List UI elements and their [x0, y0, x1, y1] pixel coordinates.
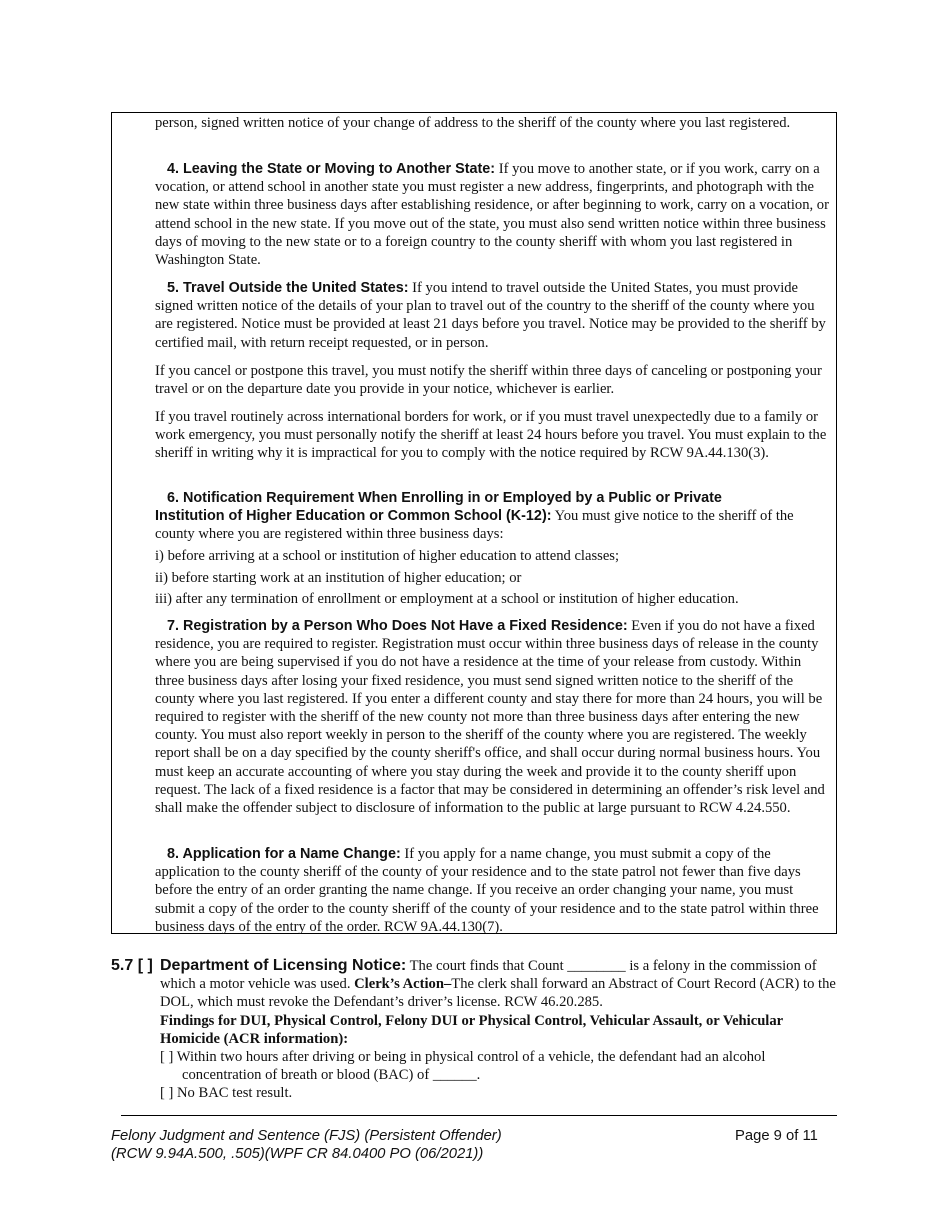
item-6-list-iii	[155, 590, 831, 608]
no-bac-checkbox-line[interactable]	[160, 1084, 841, 1102]
item-6-list-iii-text: iii) after any termination of enrollment or employment at a school or institution of higher education.	[155, 591, 739, 607]
clerks-action-label: Clerk’s Action–	[354, 976, 452, 993]
bac-checkbox-line[interactable]	[160, 1048, 841, 1084]
item-7-paragraph	[155, 617, 831, 817]
continued-text: person, signed written notice of your change of address to the sheriff of the county where you last registered.	[155, 115, 791, 131]
item-6-paragraph	[155, 489, 831, 544]
footer-divider	[121, 1115, 837, 1116]
item-6-body: You must give notice to the sheriff of the county where you are registered within three business days:	[155, 508, 794, 543]
item-8-paragraph	[155, 845, 831, 936]
item-8-heading: 8. Application for a Name Change:	[167, 846, 401, 862]
item-6-list-ii-text: ii) before starting work at an institution of higher education; or	[155, 570, 522, 586]
bac-checkbox-text: [ ] Within two hours after driving or being in physical control of a vehicle, the defendant had an alcohol concentration of breath or blood (BAC) of ______.	[160, 1049, 766, 1084]
no-bac-checkbox-text: [ ] No BAC test result.	[160, 1085, 293, 1102]
acr-findings-heading: Findings for DUI, Physical Control, Felony DUI or Physical Control, Vehicular Assault, or Vehicular Homicide (ACR information):	[160, 1012, 783, 1047]
section-5-7-title: Department of Licensing Notice:	[160, 957, 407, 974]
continued-paragraph	[155, 114, 831, 132]
footer-line-2: (RCW 9.94A.500, .505)(WPF CR 84.0400 PO (06/2021))	[111, 1146, 484, 1162]
item-7-body: Even if you do not have a fixed residence, you are required to register. Registration must occur within three business days of release in the county where you are being supervised if you do not have a residence at the time of your release from custody. Within three business days after losing your fixed residence, you must send signed written notice to the sheriff of the county where you last registered. If you enter a different county and stay there for more than 24 hours, you will be required to register with the sheriff of the new county not more than three business days after entering the new county. You must also report weekly in person to the sheriff of the county where you are registered. The weekly report shall be on a day specified by the county sheriff's office, and shall occur during normal business hours. You must keep an accurate accounting of where you stay during the week and provide it to the county sheriff upon request. The lack of a fixed residence is a factor that may be considered in determining an offender’s risk level and shall make the offender subject to disclosure of information to the public at large pursuant to RCW 4.24.550.	[155, 618, 825, 817]
item-7-heading: 7. Registration by a Person Who Does Not Have a Fixed Residence:	[167, 618, 628, 634]
item-6-list-i	[155, 547, 831, 565]
item-8-body: If you apply for a name change, you must submit a copy of the application to the county sheriff of the county of your residence and to the state patrol not fewer than five days before the entry of an order granting the name change. If you receive an order changing your name, you must submit a copy of the order to the county sheriff of the county of your residence and to the state patrol within three business days of the entry of the order. RCW 9A.44.130(7).	[155, 846, 819, 935]
section-5-7-body-a: The court finds that Count ________ is a felony in the commission of which a motor vehicle was used.	[160, 958, 817, 993]
footer-line-1: Felony Judgment and Sentence (FJS) (Persistent Offender)	[111, 1128, 502, 1144]
item-4-paragraph	[155, 160, 831, 269]
item-4-body: If you move to another state, or if you work, carry on a vocation, or attend school in another state you must register a new address, fingerprints, and photograph with the new state within three business days after establishing residence, or after beginning to work, carry on a vocation, or attend school in the new state. If you move out of the state, you must also send written notice within three business days of moving to the new state or to a foreign country to the county sheriff with whom you last registered in Washington State.	[155, 161, 829, 269]
section-5-7-body-b: The clerk shall forward an Abstract of Court Record (ACR) to the DOL, which must revoke the Defendant’s driver’s license. RCW 46.20.285.	[160, 976, 836, 1011]
item-5-routine-paragraph	[155, 408, 831, 463]
item-6-list-ii	[155, 569, 831, 587]
item-5-routine-text: If you travel routinely across international borders for work, or if you must travel unexpectedly due to a family or work emergency, you must personally notify the sheriff at least 24 hours before you travel. You must explain to the sheriff in writing why it is impractical for you to comply with the notice required by RCW 9A.44.130(3).	[155, 409, 827, 462]
footer-form-title	[111, 1127, 502, 1163]
item-5-cancel-paragraph	[155, 362, 831, 398]
item-5-body: If you intend to travel outside the United States, you must provide signed written notice of the details of your plan to travel out of the country to the sheriff of the county where you are registered. Notice must be provided at least 21 days before you travel. Notice may be provided to the sheriff by certified mail, with return receipt requested, or in person.	[155, 280, 826, 351]
page-number: Page 9 of 11	[735, 1128, 818, 1144]
item-5-cancel-text: If you cancel or postpone this travel, you must notify the sheriff within three days of canceling or postponing your travel or on the departure date you provide in your notice, whichever is earlier.	[155, 363, 822, 398]
section-5-7-number: 5.7 [ ]	[111, 957, 153, 974]
item-6-heading-line2: Institution of Higher Education or Common School (K-12):	[155, 508, 552, 525]
item-6-list-i-text: i) before arriving at a school or institution of higher education to attend classes;	[155, 548, 620, 564]
item-4-heading: 4. Leaving the State or Moving to Another State:	[167, 161, 496, 177]
item-5-heading: 5. Travel Outside the United States:	[167, 280, 409, 296]
item-5-paragraph	[155, 279, 831, 352]
item-6-heading-line1: 6. Notification Requirement When Enrolling in or Employed by a Public or Private	[167, 490, 722, 506]
